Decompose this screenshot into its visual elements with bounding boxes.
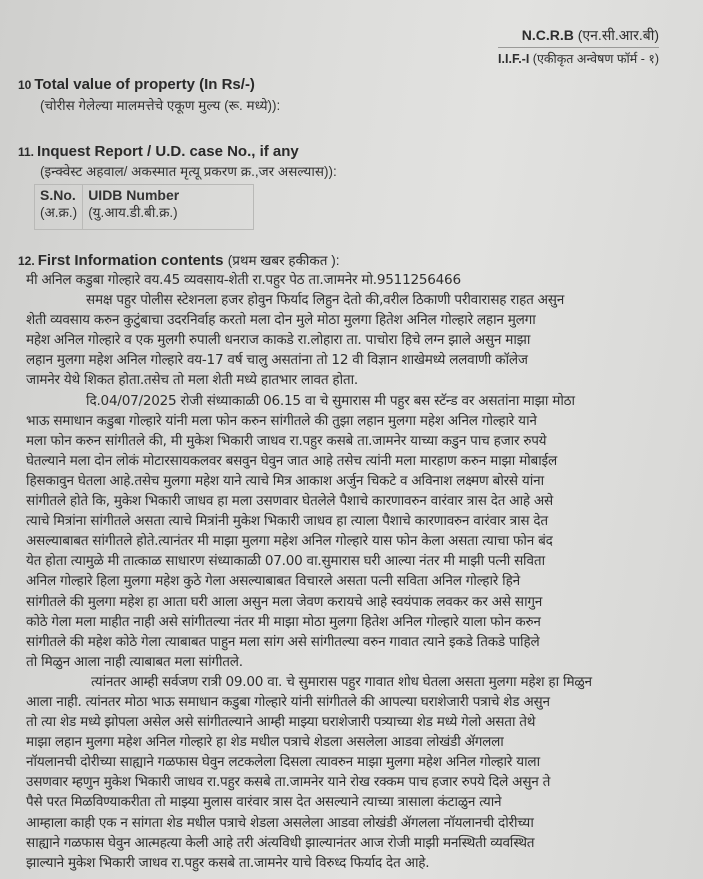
section-10-heading — [18, 76, 255, 93]
fir-text-line: कोठे गेला मला माहीत नाही असे सांगीतल्या नंतर मी माझा मोठा मुलगा हितेश अनिल गोल्हारे याला फोन करुन — [26, 613, 541, 630]
uidb-number-header-en: UIDB Number — [88, 187, 180, 203]
form-id-mr: (एकीकृत अन्वेषण फॉर्म - १) — [532, 52, 659, 66]
fir-text-line: अनिल गोल्हारे हिला मुलगा महेश कुठे गेला असल्याबाबत विचारले असता पत्नी सविता अनिल गोल्हारे हिने — [26, 573, 520, 590]
fir-text-line: भाऊ समाधान कडुबा गोल्हारे यांनी मला फोन करुन सांगीतले की तुझा लहान मुलगा महेश अनिल गोल्हारे याने — [26, 412, 537, 429]
fir-text-line: मला फोन करुन सांगीतले की, मी मुकेश भिकारी जाधव रा.पहुर कसबे ता.जामनेर याच्या कडुन पाच हजार रुपये — [26, 432, 547, 449]
fir-text-line: त्याचे मित्रांना सांगीतले असता त्याचे मित्रांनी मुकेश भिकारी जाधव हा त्याला पैशाचे कारणावरुन वारंवार त्रास देत — [26, 513, 548, 530]
fir-text-line: मी अनिल कडुबा गोल्हारे वय.45 व्यवसाय-शेती रा.पहुर पेठ ता.जामनेर मो.9511256466 — [26, 272, 461, 288]
sno-header-en: S.No. — [40, 187, 76, 203]
fir-text-line: लहान मुलगा महेश अनिल गोल्हारे वय-17 वर्ष चालु असतांना तो 12 वी विज्ञान शाखेमध्ये ललवाणी कॉलेज — [26, 352, 528, 369]
uidb-number-header — [83, 185, 254, 230]
section-11-title: Inquest Report / U.D. case No., if any — [37, 143, 299, 160]
section-11-subtitle: (इन्क्वेस्ट अहवाल/ अकस्मात मृत्यू प्रकरण क्र.,जर असल्यास)): — [40, 164, 337, 179]
fir-text-line: येत होता त्यामुळे मी तात्काळ साधारण संध्याकाळी 07.00 वा.सुमारास घरी आल्या नंतर मी माझी पत्नी सविता — [26, 553, 545, 570]
uidb-table — [34, 184, 254, 230]
uidb-table-header-row — [35, 185, 254, 230]
fir-text-line: सांगीतले होते कि, मुकेश भिकारी जाधव हा मला उसणवार घेतलेले पैशाचे कारणावरुन वारंवार त्रास देत आहे असे — [26, 493, 554, 510]
fir-text-line: पैसे परत मिळविण्याकरीता तो माझ्या मुलास वारंवार त्रास देत असल्याने त्याच्या त्रासाला कंटाळुन त्याने — [26, 794, 502, 811]
section-12-number: 12. — [18, 254, 35, 268]
fir-text-line: सांगीतले की महेश कोठे गेला त्याबाबत पाहुन मला सांग असे सांगीतल्या वरुन गावात त्याने इकडे तिकडे पाहिले — [26, 633, 540, 650]
section-12-title-mr: (प्रथम खबर हकीकत ): — [227, 253, 340, 268]
fir-text-line: तो मिळुन आला नाही त्याबाबत मला सांगीतले. — [26, 653, 243, 670]
section-10-title: Total value of property (In Rs/-) — [34, 76, 255, 93]
fir-text-line: आम्हाला काही एक न सांगता शेड मधील पत्राचे शेडला असलेला आडवा लोखंडी ॲगलला नॉयलानची दोरीच्या — [26, 814, 534, 831]
ncrb-label-mr: (एन.सी.आर.बी) — [577, 27, 659, 43]
fir-text-line: नॉयलानची दोरीच्या साह्याने गळफास घेवुन लटकलेला दिसला त्यावरुन माझा मुलगा महेश अनिल गोल्हारे याला — [26, 754, 540, 771]
fir-text-line: महेश अनिल गोल्हारे व एक मुलगी रुपाली धनराज काकडे रा.लोहारा ता. पाचोरा हिचे लग्न झाले असुन माझा — [26, 332, 531, 349]
fir-text-line: जामनेर येथे शिकत होता.तसेच तो मला शेती मध्ये हातभार लावत होता. — [26, 372, 358, 389]
ncrb-line — [498, 26, 659, 44]
fir-text-line: उसणवार म्हणुन मुकेश भिकारी जाधव रा.पहुर कसबे ता.जामनेर याने रोख रक्कम पाच हजार रुपये दिले असुन ते — [26, 774, 551, 791]
first-information-body — [26, 270, 676, 873]
section-11-heading — [18, 143, 299, 160]
section-12-heading — [18, 251, 339, 269]
fir-text-line: घेतल्याने मला दोन लोकं मोटारसायकलवर बसवुन घेवुन जात आहे तसेच त्यांनी मला मारहाण करुन माझा मोबाईल — [26, 452, 557, 469]
fir-text-line: त्यांनतर आम्ही सर्वजण रात्री 09.00 वा. चे सुमारास पहुर गावात शोध घेतला असता मुलगा महेश हा मिळुन — [91, 673, 592, 690]
fir-text-line: दि.04/07/2025 रोजी संध्याकाळी 06.15 वा चे सुमारास मी पहुर बस स्टॅन्ड वर असतांना माझा मोठा — [86, 392, 575, 409]
fir-text-line: साह्याने गळफास घेवुन आत्महत्या केली आहे तरी अंत्यविधी झाल्यानंतर आज रोजी माझी मनस्थिती व्यवस्थित — [26, 834, 535, 851]
sno-header-mr: (अ.क्र.) — [40, 205, 78, 220]
fir-text-line: हिसकावुन घेतला आहे.तसेच मुलगा महेश याने त्याचे मित्र आकाश अर्जुन चिकटे व अविनाश लक्ष्मण बोरसे यांना — [26, 472, 544, 489]
fir-text-line: झाल्याने मुकेश भिकारी जाधव रा.पहुर कसबे ता.जामनेर याचे विरुध्द फिर्याद देत आहे. — [26, 854, 430, 871]
form-id-line — [498, 47, 659, 68]
fir-text-line: आला नाही. त्यांनतर मोठा भाऊ समाधान कडुबा गोल्हारे यांनी सांगीतले की आपल्या घराशेजारी पत्राचे शेड असुन — [26, 693, 550, 710]
section-10-number: 10 — [18, 78, 32, 92]
form-header — [498, 26, 659, 68]
form-id-en: I.I.F.-I — [498, 52, 530, 66]
sno-header — [35, 185, 83, 230]
fir-text-line: असल्याबाबत सांगीतले होते.त्यानंतर मी माझा मुलगा महेश अनिल गोल्हारे यास फोन केला असता त्याचा फोन बंद — [26, 533, 553, 550]
section-12-title: First Information contents — [37, 252, 224, 269]
fir-text-line: माझा लहान मुलगा महेश अनिल गोल्हारे हा शेड मधील पत्राचे शेडला असलेला आडवा लोखंडी ॲगलला — [26, 734, 504, 751]
fir-text-line: शेती व्यवसाय करुन कुटुंबाचा उदरनिर्वाह करतो मला दोन मुले मोठा मुलगा हितेश अनिल गोल्हारे लहान मुलगा — [26, 312, 536, 329]
uidb-number-header-mr: (यु.आय.डी.बी.क्र.) — [88, 205, 178, 220]
fir-text-line: समक्ष पहुर पोलीस स्टेशनला हजर होवुन फिर्याद लिहुन देतो की,वरील ठिकाणी परीवारासह राहत असुन — [86, 292, 565, 309]
section-10-subtitle: (चोरीस गेलेल्या मालमत्तेचे एकूण मुल्य (रू. मध्ये)): — [40, 98, 281, 113]
fir-text-line: सांगीतले की मुलगा महेश हा आता घरी आला असुन मला जेवण करायचे आहे स्वयंपाक लवकर कर असे सागुन — [26, 593, 543, 610]
section-11-number: 11. — [18, 145, 35, 159]
fir-text-line: तो त्या शेड मध्ये झोपला असेल असे सांगीतल्याने आम्ही माझ्या घराशेजारी पत्र्याच्या शेड मध्ये गेलो असता तेथे — [26, 714, 536, 731]
ncrb-label-en: N.C.R.B — [521, 27, 574, 43]
